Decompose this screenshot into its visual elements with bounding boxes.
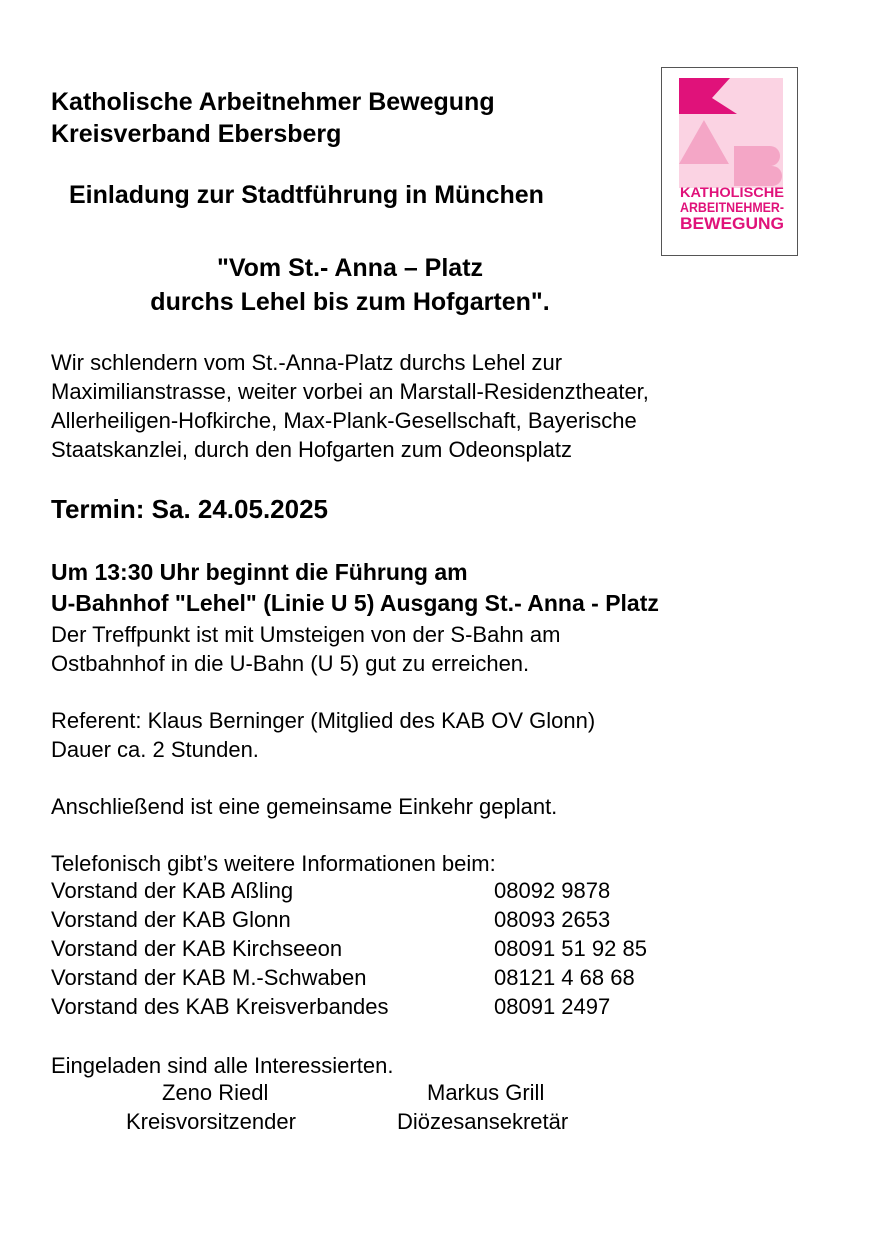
logo-b-bottom — [756, 166, 782, 186]
org-district: Kreisverband Ebersberg — [51, 120, 342, 148]
logo-b-stem — [734, 146, 756, 186]
kab-logo — [661, 67, 798, 256]
contact-phone: 08092 9878 — [494, 878, 611, 903]
duration: Dauer ca. 2 Stunden. — [51, 737, 259, 762]
contact-name: Vorstand der KAB Glonn — [51, 907, 291, 932]
start-location: U-Bahnhof "Lehel" (Linie U 5) Ausgang St.- Anna - Platz — [51, 590, 659, 616]
meeting-info-line: Der Treffpunkt ist mit Umsteigen von der S-Bahn am — [51, 622, 561, 647]
logo-text-line3: BEWEGUNG — [680, 214, 784, 233]
description-line: Staatskanzlei, durch den Hofgarten zum Odeonsplatz — [51, 437, 572, 462]
signer2-role: Diözesansekretär — [397, 1109, 569, 1134]
description-line: Wir schlendern vom St.-Anna-Platz durchs Lehel zur — [51, 350, 563, 375]
contact-name: Vorstand der KAB Aßling — [51, 878, 294, 903]
org-name: Katholische Arbeitnehmer Bewegung — [51, 88, 495, 116]
signer2-name: Markus Grill — [427, 1080, 545, 1105]
contact-name: Vorstand der KAB M.-Schwaben — [51, 965, 367, 990]
tour-date: Termin: Sa. 24.05.2025 — [51, 494, 329, 524]
logo-b-top — [756, 146, 780, 166]
signer1-role: Kreisvorsitzender — [126, 1109, 296, 1134]
contact-name: Vorstand des KAB Kreisverbandes — [51, 994, 389, 1019]
description-line: Allerheiligen-Hofkirche, Max-Plank-Gesellschaft, Bayerische — [51, 408, 637, 433]
speaker: Referent: Klaus Berninger (Mitglied des KAB OV Glonn) — [51, 708, 596, 733]
signer1-name: Zeno Riedl — [162, 1080, 269, 1105]
contact-phone: 08121 4 68 68 — [494, 965, 635, 990]
meeting-info-line: Ostbahnhof in die U-Bahn (U 5) gut zu erreichen. — [51, 651, 530, 676]
tour-title-line1: "Vom St.- Anna – Platz — [216, 254, 484, 282]
logo-text-line1: KATHOLISCHE — [680, 184, 784, 200]
invited-note: Eingeladen sind alle Interessierten. — [51, 1053, 394, 1078]
invitation-heading: Einladung zur Stadtführung in München — [69, 181, 544, 209]
logo-text-line2: ARBEITNEHMER- — [680, 199, 785, 215]
tour-title-line2: durchs Lehel bis zum Hofgarten". — [150, 288, 550, 316]
contact-phone: 08091 51 92 85 — [494, 936, 647, 961]
contact-phone: 08093 2653 — [494, 907, 611, 932]
contact-name: Vorstand der KAB Kirchseeon — [51, 936, 343, 961]
contacts-intro: Telefonisch gibt’s weitere Informationen beim: — [51, 851, 496, 876]
afterwards-note: Anschließend ist eine gemeinsame Einkehr geplant. — [51, 794, 558, 819]
start-time: Um 13:30 Uhr beginnt die Führung am — [51, 559, 468, 585]
contact-phone: 08091 2497 — [494, 994, 611, 1019]
description-line: Maximilianstrasse, weiter vorbei an Marstall-Residenztheater, — [51, 379, 649, 404]
logo-k-stem — [679, 78, 712, 114]
